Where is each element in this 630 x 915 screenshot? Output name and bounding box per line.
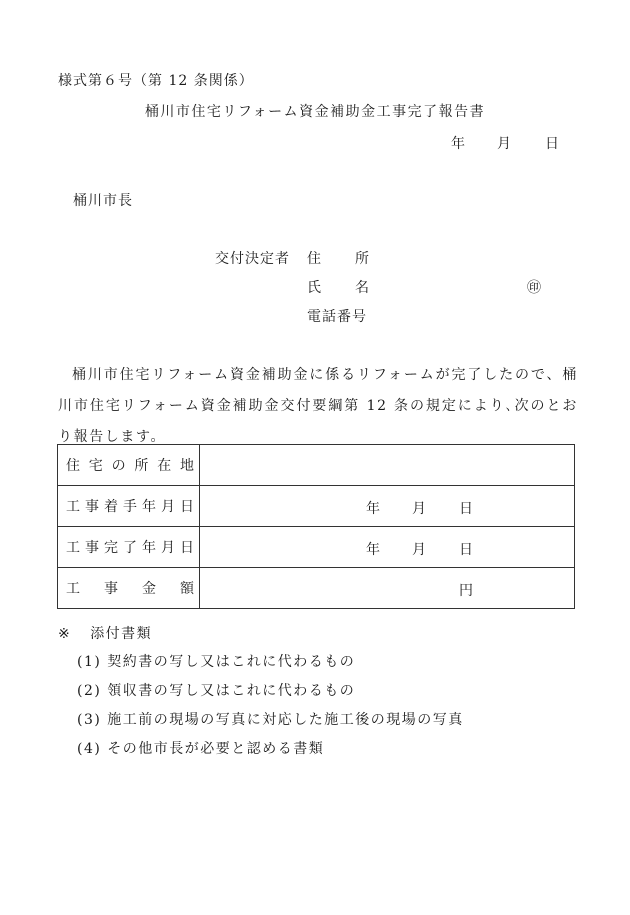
addressee: 桶川市長 [73, 193, 133, 209]
applicant-role: 交付決定者 [215, 251, 290, 267]
attachments-title: 添付書類 [90, 626, 153, 642]
table-label-cell [58, 486, 200, 527]
completion-date-value[interactable] [200, 527, 575, 568]
start-month: 月 [412, 501, 426, 517]
start-day: 日 [459, 501, 473, 517]
table-label-cell [58, 568, 200, 609]
attachment-item-3: (3) 施工前の現場の写真に対応した施工後の現場の写真 [77, 712, 464, 728]
table-label-cell [58, 527, 200, 568]
date-month: 月 [497, 136, 511, 152]
completion-month: 月 [412, 542, 426, 558]
attachments-header [58, 623, 152, 643]
attachment-item-1: (1) 契約書の写し又はこれに代わるもの [77, 654, 356, 670]
phone-label: 電話番号 [307, 309, 367, 325]
completion-day: 日 [459, 542, 473, 558]
date-day: 日 [545, 136, 559, 152]
document-title: 桶川市住宅リフォーム資金補助金工事完了報告書 [144, 104, 486, 120]
address-location-value[interactable] [200, 445, 575, 486]
completion-year: 年 [366, 542, 380, 558]
table-label-cell [58, 445, 200, 486]
info-table [57, 444, 575, 609]
table-row [58, 568, 575, 609]
form-number: 様式第６号（第 12 条関係） [58, 73, 254, 89]
seal-mark: ㊞ [527, 280, 541, 296]
table-row [58, 527, 575, 568]
table-row [58, 445, 575, 486]
cost-unit: 円 [459, 583, 473, 599]
date-year: 年 [451, 136, 465, 152]
completion-date-label: 工事完了年月日 [66, 540, 194, 556]
construction-cost-value[interactable] [200, 568, 575, 609]
table-row [58, 486, 575, 527]
address-location-label: 住宅の所在地 [66, 458, 194, 474]
attachment-item-2: (2) 領収書の写し又はこれに代わるもの [77, 683, 356, 699]
address-label-2: 所 [355, 251, 369, 267]
start-date-label: 工事着手年月日 [66, 499, 194, 515]
name-label-1: 氏 [307, 280, 321, 296]
start-date-value[interactable] [200, 486, 575, 527]
reference-mark: ※ [58, 626, 70, 642]
body-text: 桶川市住宅リフォーム資金補助金に係るリフォームが完了したので、桶川市住宅リフォーム資金補助金交付要綱第 12 条の規定により､次のとおり報告します。 [58, 367, 578, 445]
address-label-1: 住 [307, 251, 321, 267]
name-label-2: 名 [355, 280, 369, 296]
construction-cost-label: 工事金額 [66, 581, 194, 597]
attachment-item-4: (4) その他市長が必要と認める書類 [77, 741, 325, 757]
start-year: 年 [366, 501, 380, 517]
